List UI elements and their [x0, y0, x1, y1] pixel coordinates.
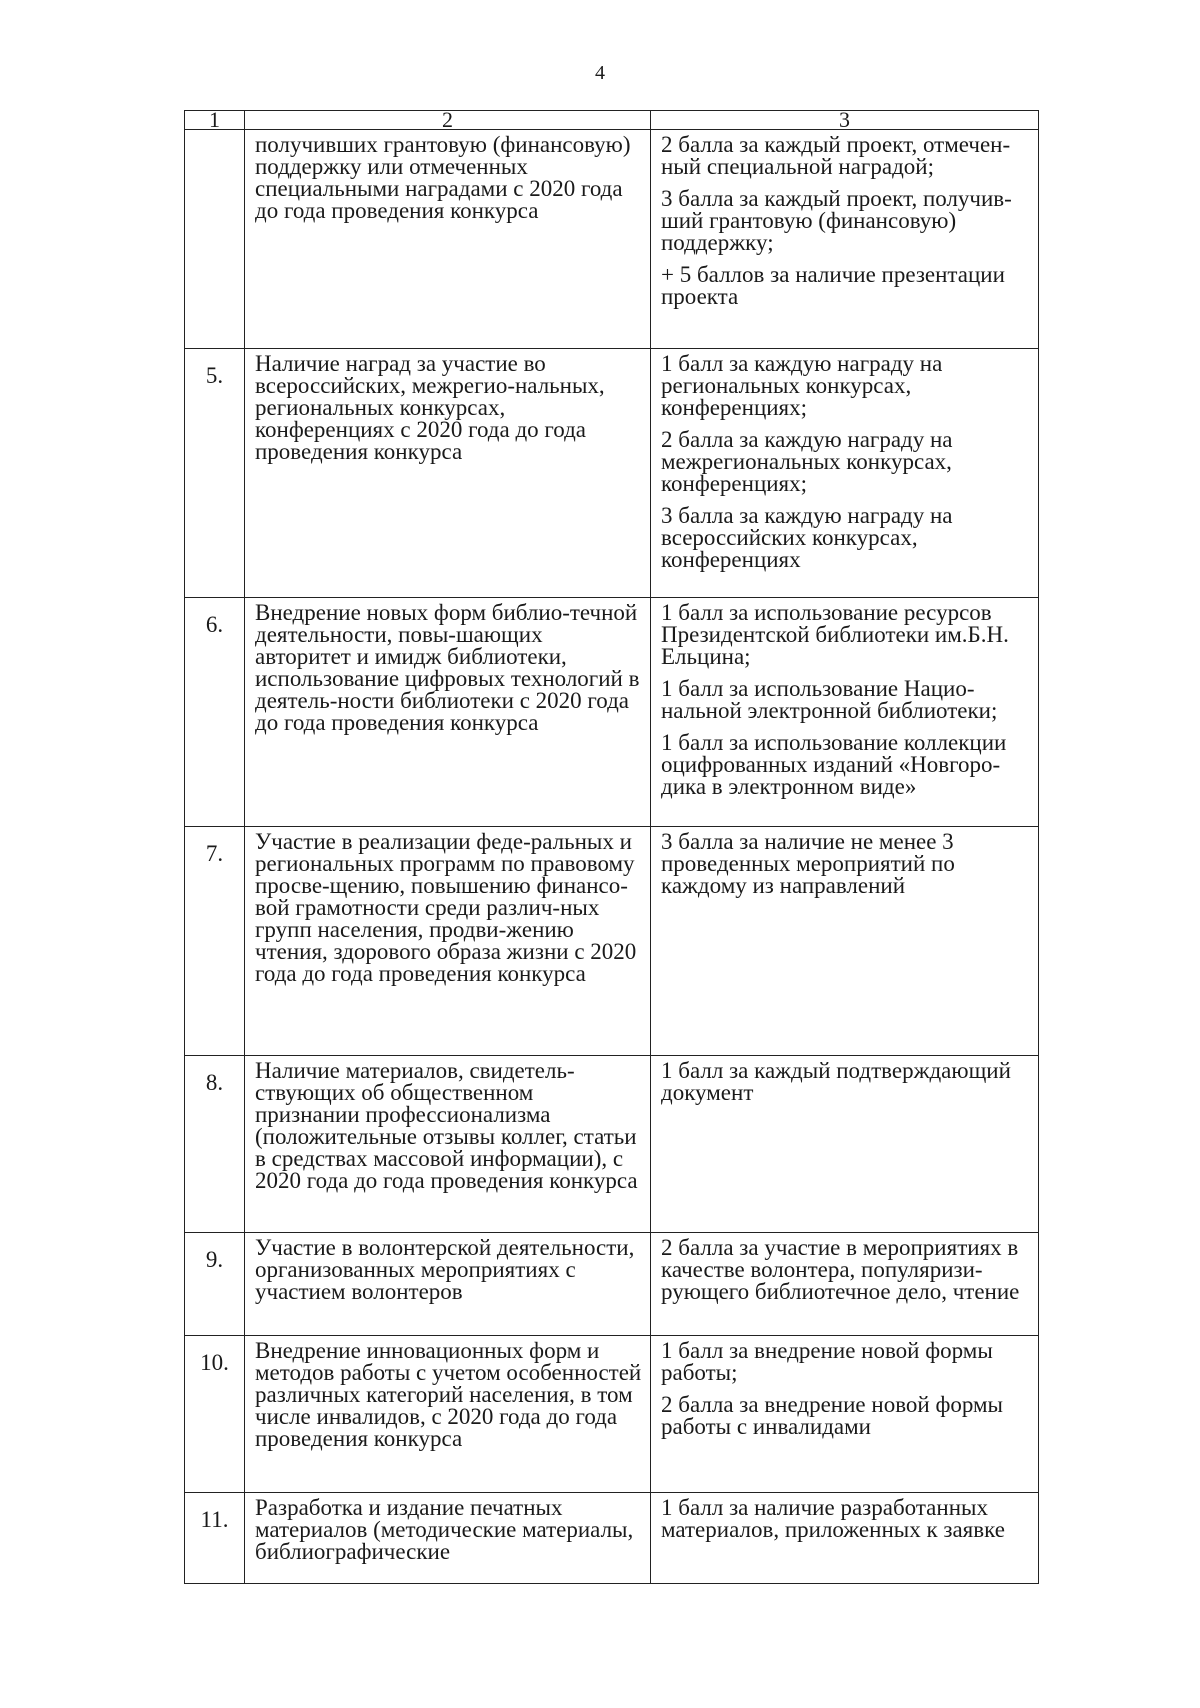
score-cell [651, 1056, 1039, 1233]
score-line: 1 балл за каждый подтверждающий документ [661, 1058, 1011, 1105]
score-line: 3 балла за наличие не менее 3 проведенных мероприятий по каждому из направлений [661, 829, 955, 898]
table-row [185, 130, 1039, 349]
table-row [185, 827, 1039, 1056]
criterion-cell: Разработка и издание печатных материалов (методические материалы, библиографические [245, 1493, 651, 1584]
criterion-cell: Внедрение инновационных форм и методов работы с учетом особенностей различных категорий населения, в том числе инвалидов, с 2020 года до года проведения конкурса [245, 1336, 651, 1493]
score-cell [651, 1233, 1039, 1336]
table-row [185, 1056, 1039, 1233]
score-cell [651, 598, 1039, 827]
table-row [185, 1493, 1039, 1584]
row-number: 9. [185, 1233, 245, 1336]
score-line: 1 балл за каждую награду на региональных конкурсах, конференциях; [661, 351, 943, 420]
row-number [185, 130, 245, 349]
row-number: 6. [185, 598, 245, 827]
score-line: 2 балла за каждую награду на межрегиональных конкурсах, конференциях; [661, 427, 953, 496]
row-number: 7. [185, 827, 245, 1056]
score-line: 1 балл за наличие разработанных материалов, приложенных к заявке [661, 1495, 1005, 1542]
score-line: 2 балла за внедрение новой формы работы с инвалидами [661, 1392, 1004, 1439]
score-line: + 5 баллов за наличие презентации проекта [661, 262, 1005, 309]
criterion-cell: получивших грантовую (финансовую) поддержку или отмеченных специальными наградами с 2020 года до года проведения конкурса [245, 130, 651, 349]
score-cell [651, 827, 1039, 1056]
table-row [185, 598, 1039, 827]
criterion-cell: Наличие материалов, свидетель-ствующих об общественном признании профессионализма (положительные отзывы коллег, статьи в средствах массовой информации), с 2020 года до года проведения конкурса [245, 1056, 651, 1233]
score-line: 2 балла за участие в мероприятиях в качестве волонтера, популяризи-рующего библиотечное дело, чтение [661, 1235, 1020, 1304]
row-number: 8. [185, 1056, 245, 1233]
column-header-2: 2 [245, 111, 651, 130]
criterion-cell: Внедрение новых форм библио-течной деятельности, повы-шающих авторитет и имидж библиотеки, использование цифровых технологий в деятель-ности библиотеки с 2020 года до года проведения конкурса [245, 598, 651, 827]
score-line: 1 балл за использование Нацио-нальной электронной библиотеки; [661, 676, 998, 723]
score-line: 3 балла за каждую награду на всероссийских конкурсах, конференциях [661, 503, 953, 572]
row-number: 5. [185, 349, 245, 598]
score-cell [651, 349, 1039, 598]
column-header-1: 1 [185, 111, 245, 130]
score-line: 1 балл за использование коллекции оцифрованных изданий «Новгоро-дика в электронном виде» [661, 730, 1007, 799]
column-header-3: 3 [651, 111, 1039, 130]
criterion-cell: Наличие наград за участие во всероссийских, межрегио-нальных, региональных конкурсах, конференциях с 2020 года до года проведения конкурса [245, 349, 651, 598]
score-cell [651, 1336, 1039, 1493]
score-cell [651, 130, 1039, 349]
score-line: 1 балл за использование ресурсов Президентской библиотеки им.Б.Н. Ельцина; [661, 600, 1009, 669]
criterion-cell: Участие в волонтерской деятельности, организованных мероприятиях с участием волонтеров [245, 1233, 651, 1336]
score-cell [651, 1493, 1039, 1584]
page-number: 4 [595, 62, 605, 84]
table-row [185, 1336, 1039, 1493]
score-line: 2 балла за каждый проект, отмечен-ный специальной наградой; [661, 132, 1011, 179]
criteria-table [184, 107, 1039, 1584]
table-header-row [185, 111, 1039, 130]
table-row [185, 1233, 1039, 1336]
row-number: 11. [185, 1493, 245, 1584]
score-line: 3 балла за каждый проект, получив-ший грантовую (финансовую) поддержку; [661, 186, 1012, 255]
row-number: 10. [185, 1336, 245, 1493]
table-row [185, 349, 1039, 598]
score-line: 1 балл за внедрение новой формы работы; [661, 1338, 993, 1385]
criterion-cell: Участие в реализации феде-ральных и региональных программ по правовому просве-щению, повышению финансо-вой грамотности среди различ-ных групп населения, продви-жению чтения, здорового образа жизни с 2020 года до года проведения конкурса [245, 827, 651, 1056]
